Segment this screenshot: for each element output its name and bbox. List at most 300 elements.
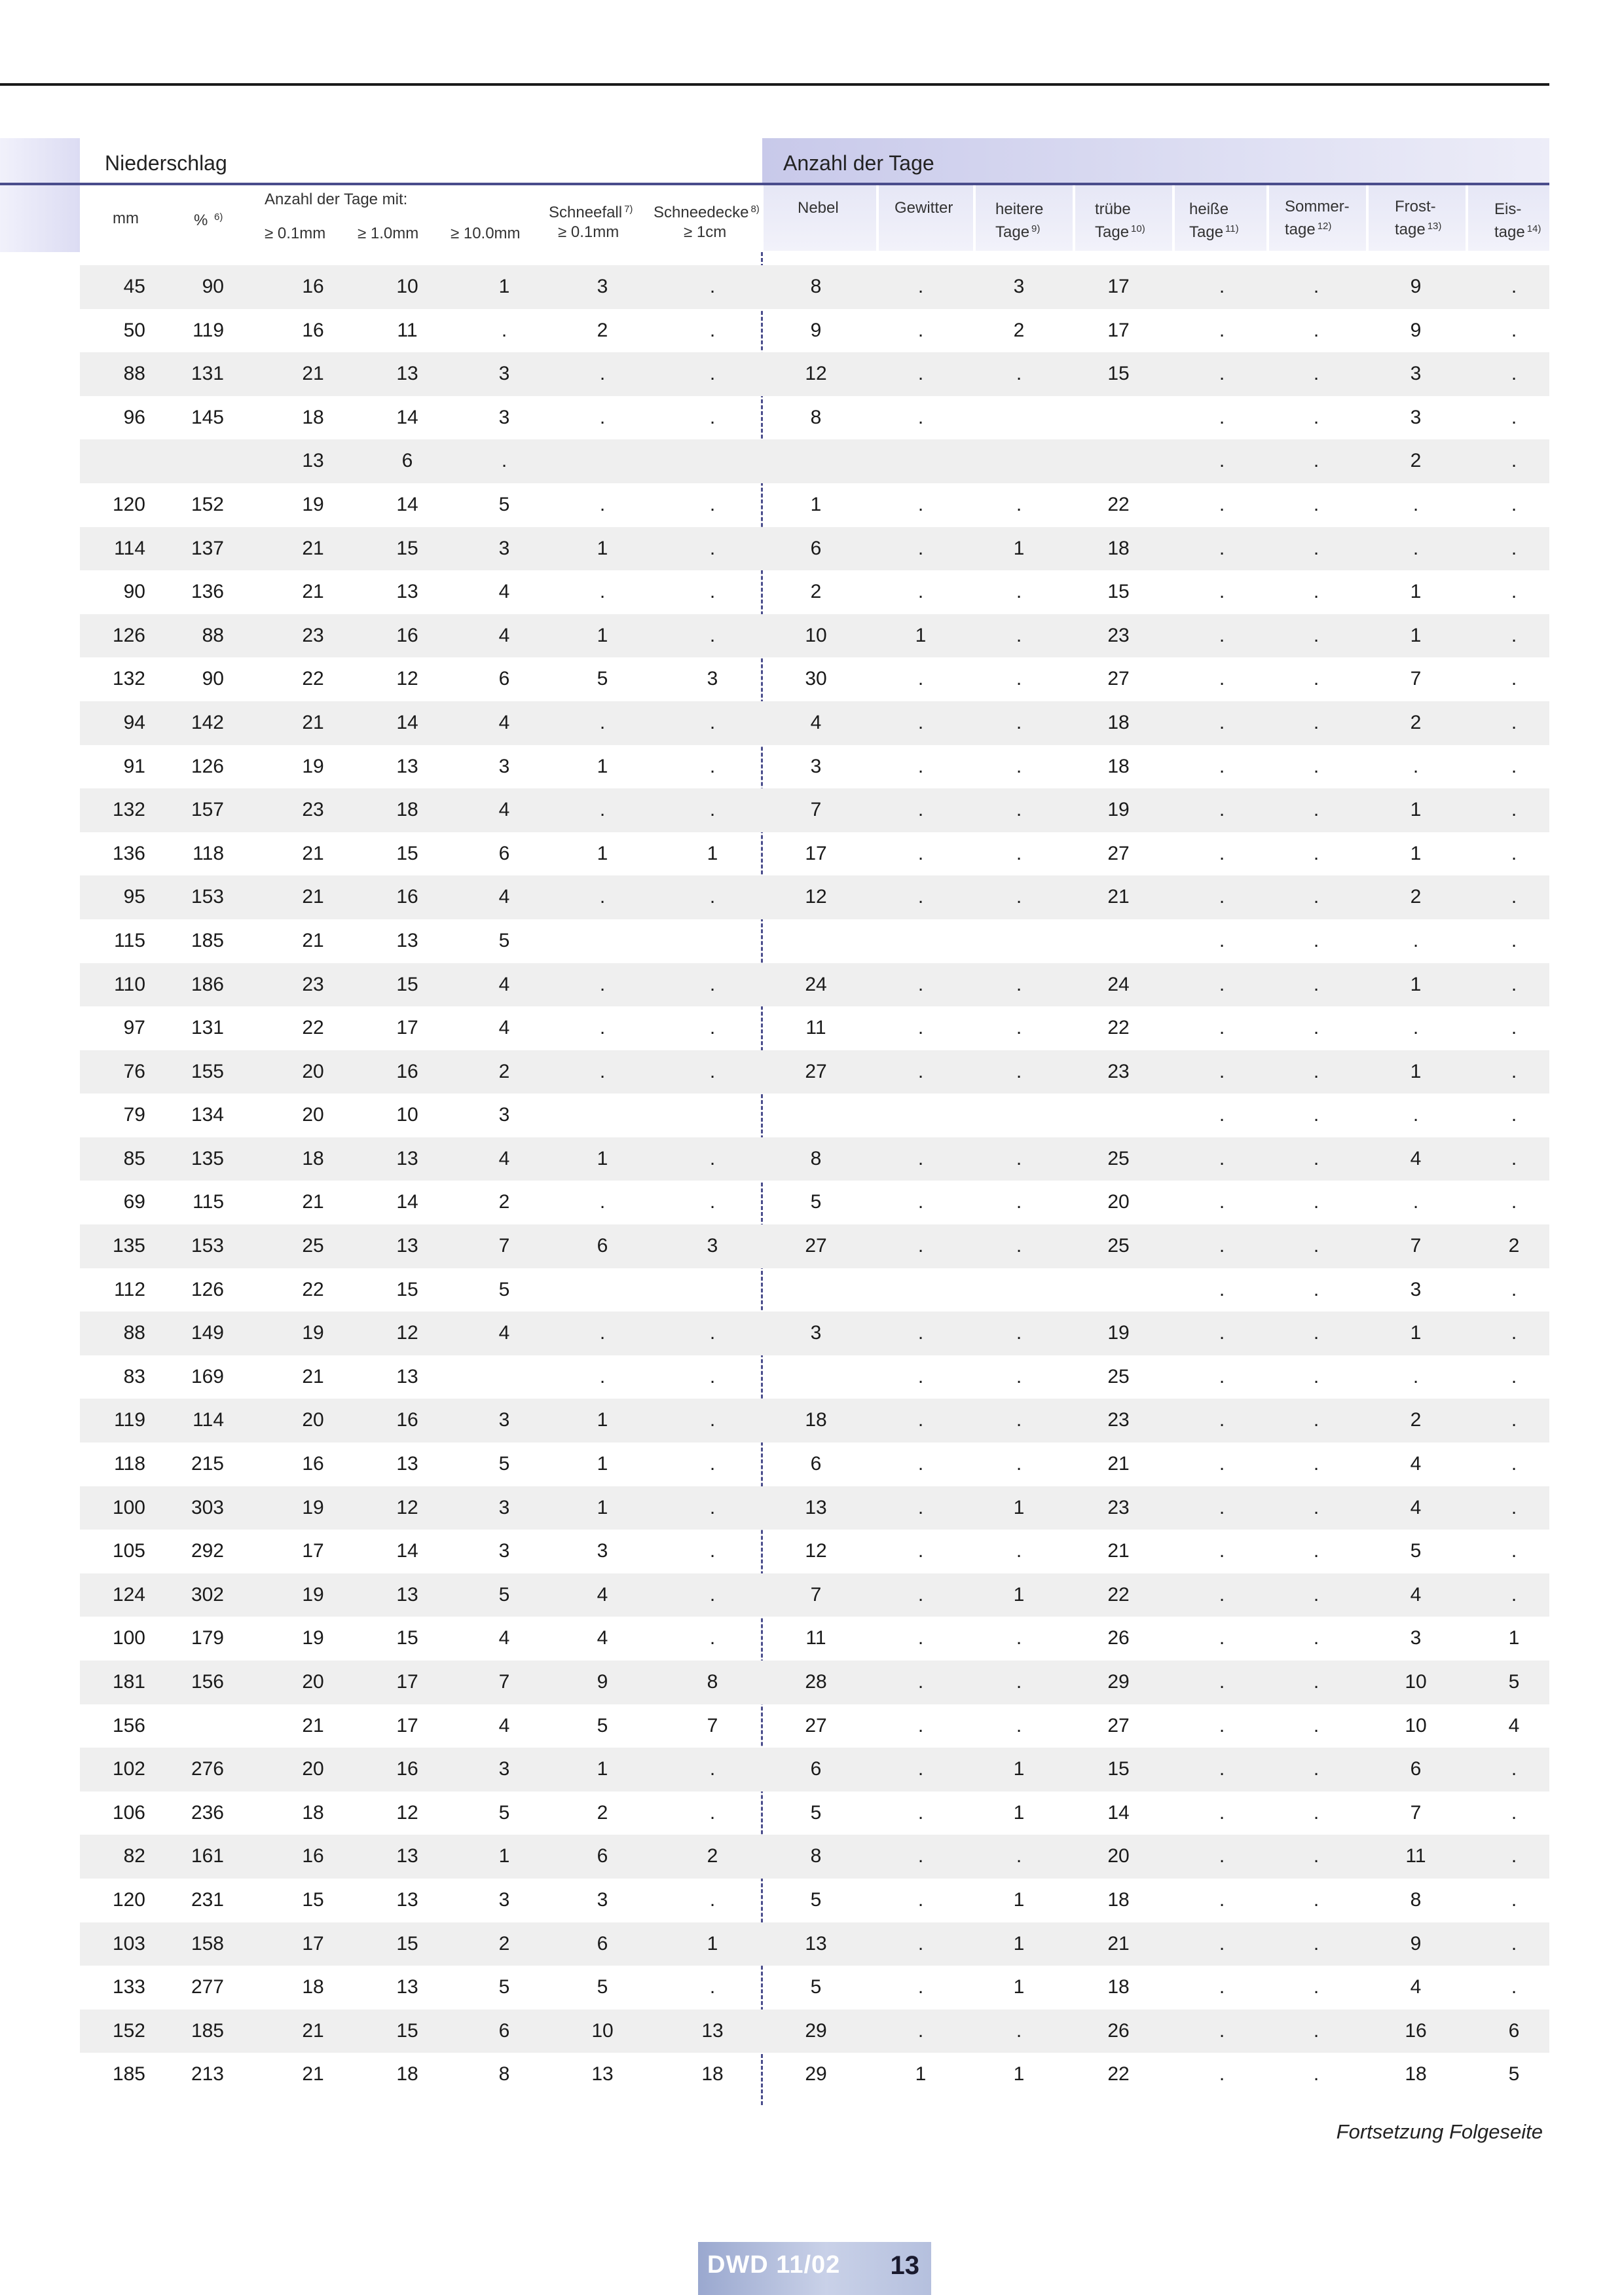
cell-tage-ge01: 18 xyxy=(302,1976,324,1998)
cell-eis: . xyxy=(1511,581,1517,603)
cell-truebe: 25 xyxy=(1107,1365,1130,1387)
cell-schneedecke: . xyxy=(709,1976,716,1998)
cell-pct: 119 xyxy=(193,319,224,341)
cell-heisse: . xyxy=(1219,1714,1225,1736)
cell-tage-ge100: 4 xyxy=(498,799,510,821)
cell-sommer: . xyxy=(1313,1845,1320,1867)
cell-heitere: . xyxy=(1016,799,1022,821)
cell-heitere: 1 xyxy=(1013,2063,1025,2085)
col-nebel-cell xyxy=(764,185,876,251)
cell-tage-ge01: 19 xyxy=(302,755,324,777)
table-row xyxy=(80,788,1549,832)
cell-frost: 4 xyxy=(1410,1453,1422,1475)
cell-gewitter: . xyxy=(917,1976,924,1998)
cell-heisse: . xyxy=(1219,1671,1225,1693)
cell-pct: 90 xyxy=(202,668,224,690)
cell-eis: . xyxy=(1511,1801,1517,1824)
cell-tage-ge01: 16 xyxy=(302,319,324,341)
table-row xyxy=(80,1093,1549,1137)
col-frost-label-2: tage $^{13)}$ xyxy=(1395,221,1442,238)
cell-nebel: 8 xyxy=(810,1845,822,1867)
cell-heitere: . xyxy=(1016,1453,1022,1475)
cell-tage-ge10: 14 xyxy=(396,1191,418,1213)
cell-frost: 10 xyxy=(1405,1714,1427,1736)
cell-tage-ge01: 20 xyxy=(302,1104,324,1126)
cell-schneefall: . xyxy=(599,799,606,821)
cell-gewitter: . xyxy=(917,537,924,559)
table-row xyxy=(80,657,1549,701)
cell-nebel: 4 xyxy=(810,711,822,733)
cell-schneefall: . xyxy=(599,1017,606,1039)
cell-sommer: . xyxy=(1313,1365,1320,1387)
cell-gewitter: . xyxy=(917,1496,924,1518)
cell-frost: 3 xyxy=(1410,1278,1422,1300)
table-row xyxy=(80,309,1549,353)
cell-eis: 2 xyxy=(1508,1235,1520,1257)
cell-heisse: . xyxy=(1219,1627,1225,1649)
cell-gewitter: . xyxy=(917,406,924,428)
cell-nebel: 29 xyxy=(805,2063,827,2085)
table-row xyxy=(80,1966,1549,2010)
cell-pct: 155 xyxy=(191,1060,224,1082)
niederschlag-title: Niederschlag xyxy=(105,151,227,175)
cell-gewitter xyxy=(901,919,940,963)
cell-gewitter: . xyxy=(917,668,924,690)
table-row xyxy=(80,1704,1549,1748)
cell-schneefall: 1 xyxy=(597,1758,608,1780)
cell-tage-ge100: 7 xyxy=(498,1671,510,1693)
cell-truebe: 15 xyxy=(1107,581,1130,603)
cell-heitere: 1 xyxy=(1013,1496,1025,1518)
cell-mm: 114 xyxy=(114,537,145,559)
cell-truebe: 27 xyxy=(1107,668,1130,690)
cell-tage-ge100: 6 xyxy=(498,668,510,690)
cell-tage-ge10: 13 xyxy=(396,1235,418,1257)
table-row xyxy=(80,1355,1549,1399)
cell-schneedecke: . xyxy=(709,493,716,515)
cell-pct: 231 xyxy=(191,1888,224,1911)
cell-nebel xyxy=(796,1268,836,1312)
cell-pct: 118 xyxy=(193,842,224,864)
cell-eis: . xyxy=(1511,1583,1517,1606)
table-row xyxy=(80,1573,1549,1617)
cell-heisse: . xyxy=(1219,406,1225,428)
table-row xyxy=(80,1312,1549,1355)
cell-mm: 185 xyxy=(112,2063,145,2085)
cell-eis: 4 xyxy=(1508,1714,1520,1736)
col-truebe-label-2: Tage $^{10)}$ xyxy=(1095,223,1145,241)
cell-nebel: 5 xyxy=(810,1976,822,1998)
cell-schneefall: 3 xyxy=(597,276,608,297)
cell-truebe: 19 xyxy=(1107,1322,1130,1344)
cell-schneedecke: . xyxy=(709,799,716,821)
cell-sommer: . xyxy=(1313,1714,1320,1736)
cell-truebe: 23 xyxy=(1107,624,1130,646)
cell-eis: . xyxy=(1511,1888,1517,1911)
cell-gewitter: . xyxy=(917,1540,924,1562)
cell-frost: 7 xyxy=(1410,1801,1422,1824)
cell-schneedecke: . xyxy=(709,1365,716,1387)
cell-frost: 5 xyxy=(1410,1540,1422,1562)
col-mm-label: mm xyxy=(113,210,139,227)
cell-tage-ge10: 15 xyxy=(396,1627,418,1649)
cell-tage-ge100: 4 xyxy=(498,1322,510,1344)
cell-sommer: . xyxy=(1313,2063,1320,2085)
cell-frost: 4 xyxy=(1410,1976,1422,1998)
cell-mm: 76 xyxy=(123,1060,145,1082)
cell-nebel: 30 xyxy=(805,668,827,690)
cell-schneefall: . xyxy=(599,1322,606,1344)
cell-pct: 134 xyxy=(191,1104,224,1126)
cell-pct: 135 xyxy=(191,1147,224,1169)
cell-gewitter: . xyxy=(917,1583,924,1606)
cell-schneedecke: 2 xyxy=(707,1845,718,1867)
cell-eis: 6 xyxy=(1508,2019,1520,2042)
cell-schneefall xyxy=(583,439,622,483)
cell-tage-ge10: 14 xyxy=(396,711,418,733)
cell-eis: . xyxy=(1511,1453,1517,1475)
cell-frost: . xyxy=(1412,1104,1419,1126)
cell-frost: 1 xyxy=(1410,581,1422,603)
cell-sommer: . xyxy=(1313,755,1320,777)
cell-schneefall xyxy=(583,1093,622,1137)
cell-heisse: . xyxy=(1219,1976,1225,1998)
cell-pct: 302 xyxy=(191,1583,224,1606)
cell-heitere: . xyxy=(1016,363,1022,385)
cell-truebe: 17 xyxy=(1107,319,1130,341)
cell-heisse: . xyxy=(1219,1060,1225,1082)
table-row xyxy=(80,832,1549,876)
table-row xyxy=(80,1879,1549,1922)
col-sommer-label-2: tage $^{12)}$ xyxy=(1285,221,1332,238)
cell-pct: 149 xyxy=(191,1322,224,1344)
cell-pct: 156 xyxy=(191,1671,224,1693)
cell-tage-ge10: 11 xyxy=(397,319,418,341)
col-heisse-cell xyxy=(1175,185,1266,251)
cell-sommer: . xyxy=(1313,1540,1320,1562)
cell-tage-ge10: 6 xyxy=(401,450,413,472)
cell-eis: . xyxy=(1511,450,1517,472)
table-row xyxy=(80,614,1549,658)
cell-gewitter: . xyxy=(917,493,924,515)
cell-tage-ge100: 4 xyxy=(498,624,510,646)
cell-heitere: . xyxy=(1016,668,1022,690)
cell-frost: 7 xyxy=(1410,1235,1422,1257)
cell-gewitter: . xyxy=(917,1845,924,1867)
cell-schneedecke: . xyxy=(709,1583,716,1606)
cell-schneedecke: . xyxy=(709,1496,716,1518)
cell-nebel: 5 xyxy=(810,1888,822,1911)
cell-schneedecke xyxy=(693,919,732,963)
cell-sommer: . xyxy=(1313,1322,1320,1344)
cell-heitere xyxy=(999,396,1039,440)
footer-publication: DWD 11/02 xyxy=(707,2251,841,2279)
cell-schneefall: . xyxy=(599,363,606,385)
cell-heitere: . xyxy=(1016,1845,1022,1867)
cell-frost: 4 xyxy=(1410,1147,1422,1169)
cell-schneefall: 3 xyxy=(597,1888,608,1911)
top-rule xyxy=(0,83,1549,86)
cell-mm: 69 xyxy=(123,1191,145,1213)
cell-heisse: . xyxy=(1219,1758,1225,1780)
header-underline-left xyxy=(0,183,762,185)
cell-nebel: 3 xyxy=(810,1322,822,1344)
cell-schneefall: . xyxy=(599,1191,606,1213)
cell-frost: 1 xyxy=(1410,799,1422,821)
cell-gewitter: . xyxy=(917,2019,924,2042)
cell-heitere: . xyxy=(1016,581,1022,603)
cell-tage-ge01: 18 xyxy=(302,1801,324,1824)
cell-schneefall: 5 xyxy=(597,668,608,690)
cell-heisse: . xyxy=(1219,1453,1225,1475)
cell-sommer: . xyxy=(1313,2019,1320,2042)
cell-tage-ge100: 2 xyxy=(498,1060,510,1082)
cell-gewitter: . xyxy=(917,1758,924,1780)
cell-tage-ge100: 4 xyxy=(498,711,510,733)
left-margin-band xyxy=(0,138,80,252)
cell-pct: 115 xyxy=(193,1191,224,1213)
cell-heitere: 1 xyxy=(1013,1583,1025,1606)
cell-pct: 88 xyxy=(202,624,224,646)
cell-gewitter: . xyxy=(917,1714,924,1736)
cell-truebe: 20 xyxy=(1107,1845,1130,1867)
cell-tage-ge100: 2 xyxy=(498,1932,510,1955)
cell-truebe: 15 xyxy=(1107,363,1130,385)
cell-heisse: . xyxy=(1219,711,1225,733)
cell-heisse: . xyxy=(1219,1365,1225,1387)
cell-frost: . xyxy=(1412,493,1419,515)
cell-schneedecke: . xyxy=(709,537,716,559)
col-eis-label-1: Eis- xyxy=(1494,200,1522,218)
cell-mm: 106 xyxy=(112,1801,145,1824)
cell-tage-ge01: 21 xyxy=(302,2019,324,2042)
cell-mm: 100 xyxy=(112,1627,145,1649)
table-row xyxy=(80,1137,1549,1181)
cell-pct: 137 xyxy=(191,537,224,559)
table-row xyxy=(80,1486,1549,1530)
cell-gewitter: . xyxy=(917,755,924,777)
cell-frost: 1 xyxy=(1410,624,1422,646)
cell-schneedecke xyxy=(693,1093,732,1137)
cell-heitere: 1 xyxy=(1013,1932,1025,1955)
table-row xyxy=(80,963,1549,1007)
cell-gewitter: . xyxy=(917,1235,924,1257)
cell-mm: 119 xyxy=(114,1409,145,1431)
cell-tage-ge01: 23 xyxy=(302,624,324,646)
cell-truebe: 18 xyxy=(1107,711,1130,733)
cell-nebel: 27 xyxy=(805,1060,827,1082)
table-row xyxy=(80,570,1549,614)
cell-heisse: . xyxy=(1219,886,1225,908)
cell-schneefall: 6 xyxy=(597,1235,608,1257)
cell-tage-ge10: 15 xyxy=(396,537,418,559)
cell-tage-ge100: 4 xyxy=(498,1147,510,1169)
cell-tage-ge01: 21 xyxy=(302,1365,324,1387)
table-row xyxy=(80,1050,1549,1094)
cell-frost: 2 xyxy=(1410,711,1422,733)
table-row xyxy=(80,1181,1549,1224)
cell-sommer: . xyxy=(1313,450,1320,472)
cell-sommer: . xyxy=(1313,1278,1320,1300)
cell-tage-ge01: 20 xyxy=(302,1671,324,1693)
cell-frost: 2 xyxy=(1410,886,1422,908)
cell-gewitter: . xyxy=(917,1671,924,1693)
cell-eis: . xyxy=(1511,929,1517,951)
cell-sommer: . xyxy=(1313,668,1320,690)
cell-tage-ge10: 15 xyxy=(396,973,418,995)
cell-heitere: 3 xyxy=(1013,276,1025,297)
cell-tage-ge100: 2 xyxy=(498,1191,510,1213)
cell-truebe: 15 xyxy=(1107,1758,1130,1780)
cell-pct: 142 xyxy=(191,711,224,733)
cell-eis: . xyxy=(1511,1147,1517,1169)
cell-tage-ge100: 1 xyxy=(498,1845,510,1867)
cell-pct: 126 xyxy=(191,1278,224,1300)
cell-sommer: . xyxy=(1313,406,1320,428)
cell-sommer: . xyxy=(1313,1801,1320,1824)
cell-sommer: . xyxy=(1313,1583,1320,1606)
cell-schneedecke: 3 xyxy=(707,668,718,690)
cell-pct: 185 xyxy=(191,2019,224,2042)
cell-tage-ge10: 16 xyxy=(396,1758,418,1780)
cell-eis: . xyxy=(1511,886,1517,908)
cell-sommer: . xyxy=(1313,581,1320,603)
col-sommer-cell xyxy=(1269,185,1366,251)
cell-schneedecke: . xyxy=(709,1758,716,1780)
cell-frost: 3 xyxy=(1410,1627,1422,1649)
cell-frost: 3 xyxy=(1410,406,1422,428)
cell-heitere: . xyxy=(1016,2019,1022,2042)
cell-tage-ge01: 19 xyxy=(302,1496,324,1518)
cell-heitere: 1 xyxy=(1013,1801,1025,1824)
table-row xyxy=(80,1661,1549,1704)
cell-eis: . xyxy=(1511,1104,1517,1126)
cell-schneedecke: . xyxy=(709,755,716,777)
cell-tage-ge100: 3 xyxy=(498,406,510,428)
cell-nebel: 12 xyxy=(805,1540,827,1562)
cell-eis: . xyxy=(1511,1322,1517,1344)
cell-schneedecke: 7 xyxy=(707,1714,718,1736)
col-gewitter-cell xyxy=(879,185,973,251)
cell-gewitter: . xyxy=(917,1627,924,1649)
cell-mm: 94 xyxy=(123,711,145,733)
cell-schneefall: 13 xyxy=(591,2063,614,2085)
cell-schneefall xyxy=(583,919,622,963)
cell-tage-ge10: 15 xyxy=(396,842,418,864)
cell-truebe xyxy=(1099,919,1138,963)
cell-tage-ge01: 21 xyxy=(302,886,324,908)
cell-tage-ge10: 16 xyxy=(396,1060,418,1082)
cell-sommer: . xyxy=(1313,1627,1320,1649)
cell-tage-ge100: 1 xyxy=(498,276,510,297)
table-row xyxy=(80,1748,1549,1791)
cell-mm: 85 xyxy=(123,1147,145,1169)
cell-schneefall: 6 xyxy=(597,1932,608,1955)
cell-pct: 236 xyxy=(191,1801,224,1824)
cell-mm: 45 xyxy=(123,276,145,297)
cell-mm: 156 xyxy=(112,1714,145,1736)
cell-tage-ge10: 15 xyxy=(396,2019,418,2042)
cell-truebe: 26 xyxy=(1107,2019,1130,2042)
cell-tage-ge10: 13 xyxy=(396,1147,418,1169)
cell-pct: 277 xyxy=(191,1976,224,1998)
cell-heisse: . xyxy=(1219,668,1225,690)
cell-heisse: . xyxy=(1219,1409,1225,1431)
cell-truebe: 21 xyxy=(1107,1540,1130,1562)
cell-mm: 118 xyxy=(114,1453,145,1475)
cell-tage-ge10: 12 xyxy=(396,668,418,690)
cell-schneefall: . xyxy=(599,493,606,515)
table-row xyxy=(80,352,1549,396)
cell-pct: 292 xyxy=(191,1540,224,1562)
cell-tage-ge10: 13 xyxy=(396,1453,418,1475)
cell-gewitter: . xyxy=(917,1365,924,1387)
cell-heitere: . xyxy=(1016,1147,1022,1169)
cell-nebel: 28 xyxy=(805,1671,827,1693)
cell-schneefall: 2 xyxy=(597,1801,608,1824)
cell-tage-ge10: 15 xyxy=(396,1278,418,1300)
cell-nebel: 24 xyxy=(805,973,827,995)
col-eis-label-2: tage $^{14)}$ xyxy=(1494,223,1541,241)
cell-truebe: 25 xyxy=(1107,1147,1130,1169)
cell-mm: 132 xyxy=(112,668,145,690)
cell-gewitter: . xyxy=(917,363,924,385)
cell-eis: . xyxy=(1511,1976,1517,1998)
cell-schneefall: . xyxy=(599,973,606,995)
cell-gewitter: . xyxy=(917,276,924,297)
cell-nebel: 18 xyxy=(805,1409,827,1431)
cell-nebel: 27 xyxy=(805,1714,827,1736)
cell-heitere: . xyxy=(1016,1627,1022,1649)
cell-tage-ge01: 19 xyxy=(302,1627,324,1649)
cell-pct: 152 xyxy=(191,493,224,515)
cell-gewitter: . xyxy=(917,1191,924,1213)
cell-sommer: . xyxy=(1313,1671,1320,1693)
cell-mm: 91 xyxy=(123,755,145,777)
cell-gewitter xyxy=(901,439,940,483)
cell-tage-ge100: 3 xyxy=(498,537,510,559)
col-ge10-label: ≥ 1.0mm xyxy=(358,225,419,242)
cell-heisse: . xyxy=(1219,450,1225,472)
cell-gewitter: . xyxy=(917,1409,924,1431)
cell-truebe: 26 xyxy=(1107,1627,1130,1649)
table-row xyxy=(80,1006,1549,1050)
cell-schneefall: 5 xyxy=(597,1714,608,1736)
cell-tage-ge10: 12 xyxy=(396,1801,418,1824)
cell-heisse: . xyxy=(1219,1888,1225,1911)
cell-nebel: 1 xyxy=(810,493,822,515)
cell-mm: 124 xyxy=(112,1583,145,1606)
cell-schneedecke: 8 xyxy=(707,1671,718,1693)
cell-schneedecke xyxy=(693,439,732,483)
cell-tage-ge100: 3 xyxy=(498,1496,510,1518)
cell-heitere: . xyxy=(1016,1671,1022,1693)
cell-eis: . xyxy=(1511,842,1517,864)
cell-tage-ge10: 13 xyxy=(396,1976,418,1998)
table-row xyxy=(80,1268,1549,1312)
cell-eis: . xyxy=(1511,1540,1517,1562)
cell-eis: 5 xyxy=(1508,2063,1520,2085)
cell-truebe: 27 xyxy=(1107,842,1130,864)
cell-tage-ge10: 14 xyxy=(396,1540,418,1562)
cell-heisse: . xyxy=(1219,842,1225,864)
cell-eis: . xyxy=(1511,799,1517,821)
cell-pct xyxy=(145,439,224,483)
cell-heitere xyxy=(999,919,1039,963)
cell-heisse: . xyxy=(1219,537,1225,559)
cell-pct xyxy=(145,1704,224,1748)
cell-gewitter: . xyxy=(917,1322,924,1344)
